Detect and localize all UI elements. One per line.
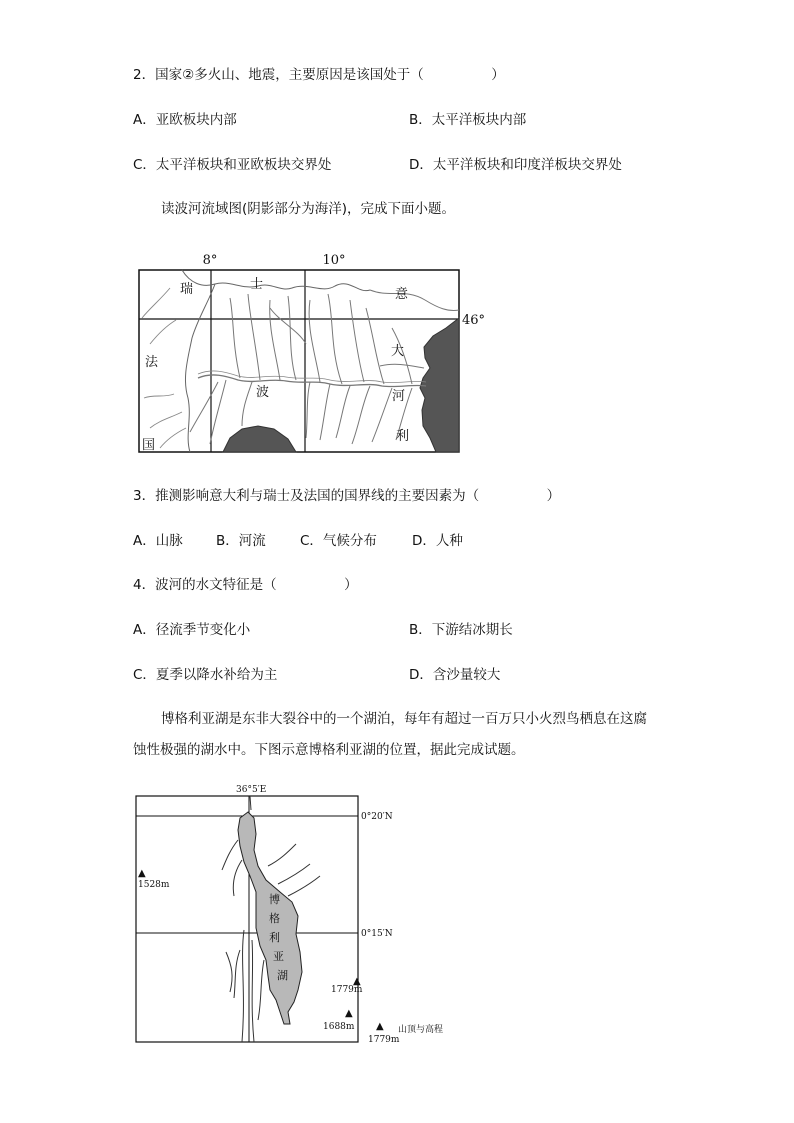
lake-map-lat-15: 0°15′N xyxy=(361,929,393,939)
lake-intro-line-2: 蚀性极强的湖水中。下图示意博格利亚湖的位置，据此完成试题。 xyxy=(133,742,525,758)
lake-name-char-3: 利 xyxy=(269,931,280,944)
peak-label-1528: 1528m xyxy=(138,880,170,890)
legend-label: 山顶与高程 xyxy=(398,1025,444,1035)
lake-map-lat-20: 0°20′N xyxy=(361,812,393,822)
q3-option-d[interactable]: D．人种 xyxy=(412,533,463,549)
q3-stem: 3．推测影响意大利与瑞士及法国的国界线的主要因素为（ ） xyxy=(133,488,561,504)
peak-label-1779a: 1779m xyxy=(331,985,363,995)
q4-stem: 4．波河的水文特征是（ ） xyxy=(133,577,358,593)
po-river-map xyxy=(130,248,486,456)
legend-triangle: ▲ xyxy=(376,1021,384,1032)
q2-option-a[interactable]: A．亚欧板块内部 xyxy=(133,112,237,128)
label-rui: 瑞 xyxy=(180,282,194,297)
q3-option-b[interactable]: B．河流 xyxy=(216,533,266,549)
q4-option-a[interactable]: A．径流季节变化小 xyxy=(133,622,251,638)
lake-name-char-1: 博 xyxy=(269,893,280,906)
label-yi: 意 xyxy=(395,287,409,302)
po-map-lon-8: 8° xyxy=(202,253,218,268)
lake-bogoria-map xyxy=(130,780,470,1048)
q2-option-c[interactable]: C．太平洋板块和亚欧板块交界处 xyxy=(133,157,332,173)
peak-label-1779b: 1779m xyxy=(368,1035,400,1045)
po-map-lat-46: 46° xyxy=(462,313,486,328)
lake-name-char-2: 格 xyxy=(269,912,280,925)
q4-option-d[interactable]: D．含沙量较大 xyxy=(409,667,501,683)
label-he: 河 xyxy=(392,389,406,404)
q3-option-a[interactable]: A．山脉 xyxy=(133,533,183,549)
q4-option-b[interactable]: B．下游结冰期长 xyxy=(409,622,513,638)
peak-triangle-1528: ▲ xyxy=(138,868,146,879)
po-intro: 读波河流域图(阴影部分为海洋)，完成下面小题。 xyxy=(161,201,456,217)
lake-name-char-4: 亚 xyxy=(273,950,284,963)
peak-label-1688: 1688m xyxy=(323,1022,355,1032)
lake-name-char-5: 湖 xyxy=(277,969,288,982)
label-guo: 国 xyxy=(142,438,156,453)
label-fa: 法 xyxy=(145,355,159,370)
label-shi: 士 xyxy=(250,277,264,292)
lake-map-lon: 36°5′E xyxy=(236,785,267,795)
q4-option-c[interactable]: C．夏季以降水补给为主 xyxy=(133,667,278,683)
q3-option-c[interactable]: C．气候分布 xyxy=(300,533,377,549)
label-bo: 波 xyxy=(256,385,270,400)
label-da: 大 xyxy=(391,344,405,359)
peak-triangle-1688: ▲ xyxy=(345,1008,353,1019)
q2-option-b[interactable]: B．太平洋板块内部 xyxy=(409,112,527,128)
po-map-lon-10: 10° xyxy=(322,253,346,268)
lake-intro-line-1: 博格利亚湖是东非大裂谷中的一个湖泊，每年有超过一百万只小火烈鸟栖息在这腐 xyxy=(161,711,647,727)
peak-triangle-1779a: ▲ xyxy=(353,976,361,987)
label-li: 利 xyxy=(396,429,410,444)
q2-stem: 2．国家②多火山、地震，主要原因是该国处于（ ） xyxy=(133,67,505,83)
q2-option-d[interactable]: D．太平洋板块和印度洋板块交界处 xyxy=(409,157,622,173)
